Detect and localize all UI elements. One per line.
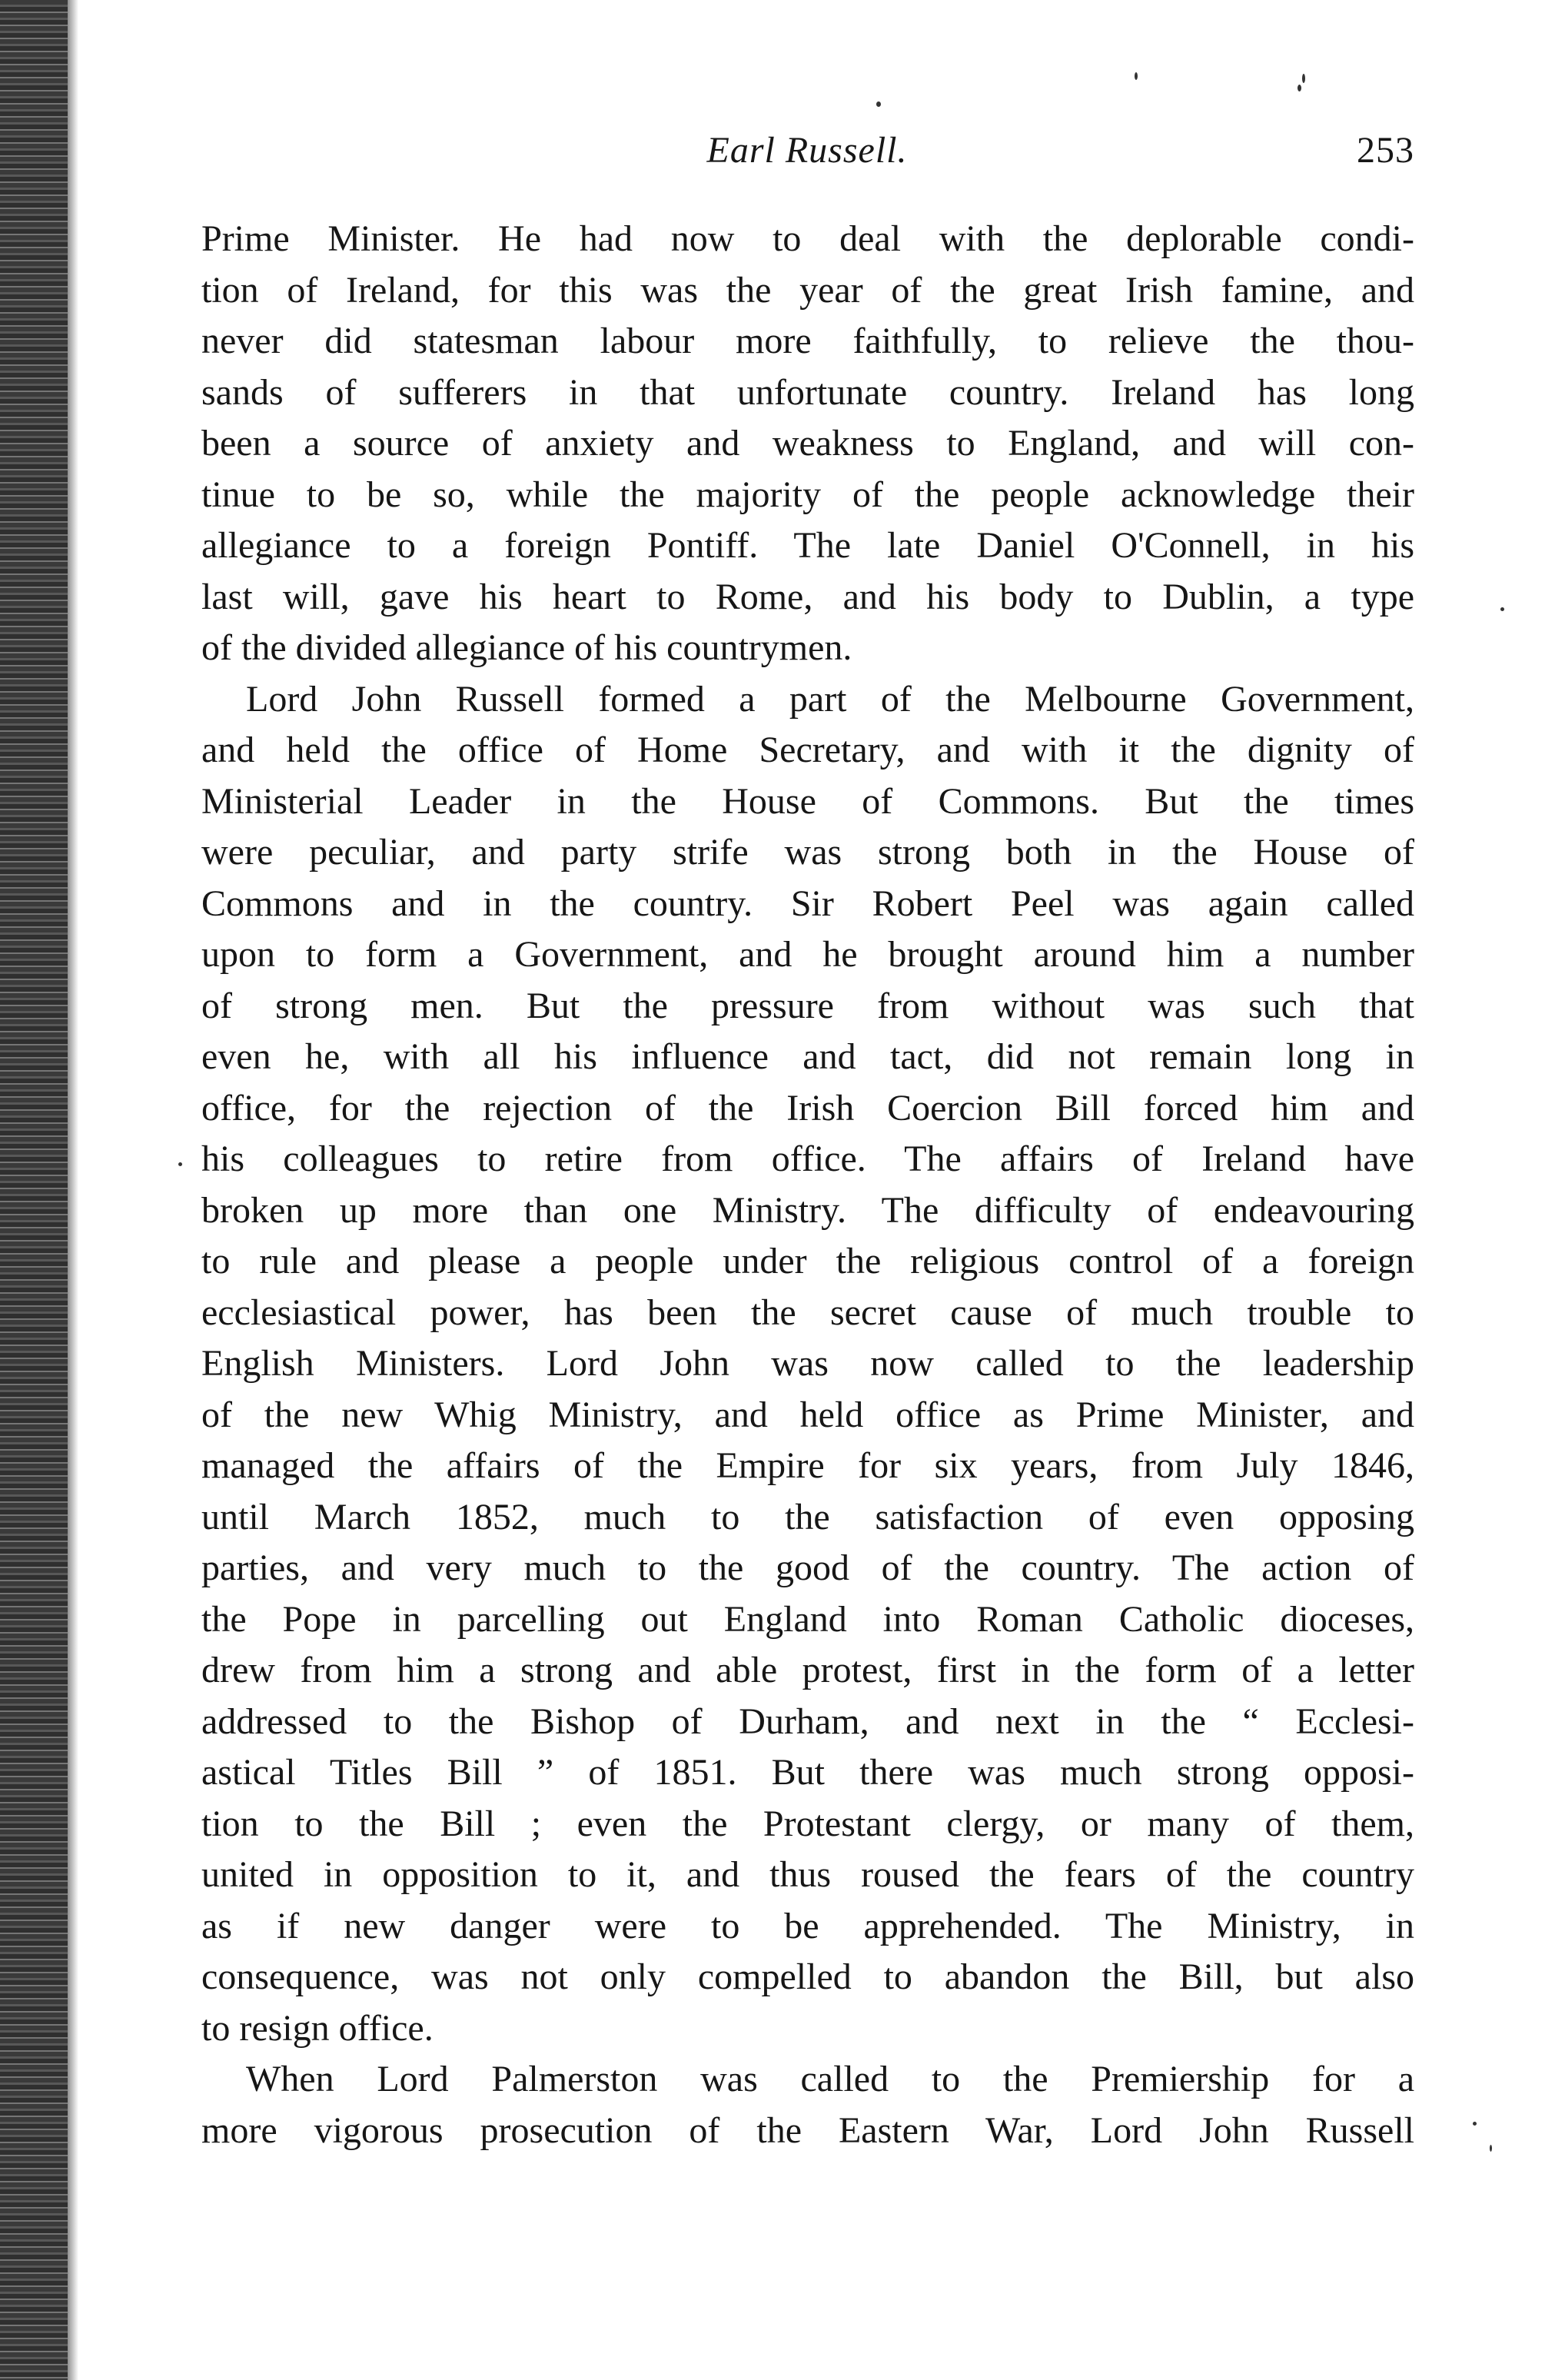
text-line: never did statesman labour more faithfully, to relieve the thou-: [201, 321, 1414, 361]
text-line: been a source of anxiety and weakness to England, and will con-: [201, 423, 1414, 464]
text-line: of the divided allegiance of his countrymen.: [201, 627, 852, 668]
paragraph: [201, 2054, 1414, 2156]
text-line: until March 1852, much to the satisfaction of even opposing: [201, 1496, 1414, 1537]
text-line: parties, and very much to the good of the country. The action of: [201, 1547, 1414, 1588]
text-line: consequence, was not only compelled to abandon the Bill, but also: [201, 1956, 1414, 1997]
text-line: ecclesiastical power, has been the secret cause of much trouble to: [201, 1291, 1414, 1333]
paragraph: [201, 214, 1414, 674]
text-line: Prime Minister. He had now to deal with the deplorable condi-: [201, 218, 1414, 259]
text-line: the Pope in parcelling out England into Roman Catholic dioceses,: [201, 1598, 1414, 1640]
page-number: 253: [1357, 130, 1414, 171]
text-line: When Lord Palmerston was called to the Premiership for a: [246, 2059, 1414, 2099]
text-line: sands of sufferers in that unfortunate country. Ireland has long: [201, 371, 1414, 413]
body-text: [201, 214, 1414, 2156]
text-line: last will, gave his heart to Rome, and his body to Dublin, a type: [201, 576, 1414, 617]
page-header: [200, 129, 1414, 183]
text-line: managed the affairs of the Empire for six years, from July 1846,: [201, 1445, 1414, 1486]
text-line: tinue to be so, while the majority of the people acknowledge their: [201, 474, 1414, 515]
text-line: of the new Whig Ministry, and held office as Prime Minister, and: [201, 1394, 1414, 1435]
running-head: Earl Russell.: [706, 130, 908, 171]
text-line: as if new danger were to be apprehended. The Ministry, in: [201, 1905, 1414, 1946]
paragraph: [201, 674, 1414, 2055]
text-line: his colleagues to retire from office. The affairs of Ireland have: [201, 1138, 1414, 1179]
text-line: even he, with all his influence and tact, did not remain long in: [201, 1036, 1414, 1077]
text-line: Ministerial Leader in the House of Commons. But the times: [201, 780, 1414, 822]
text-line: office, for the rejection of the Irish Coercion Bill forced him and: [201, 1087, 1414, 1129]
text-line: tion to the Bill ; even the Protestant clergy, or many of them,: [201, 1803, 1414, 1844]
text-line: Commons and in the country. Sir Robert Peel was again called: [201, 883, 1414, 924]
text-line: allegiance to a foreign Pontiff. The late Daniel O'Connell, in his: [201, 525, 1414, 566]
text-line: to rule and please a people under the religious control of a foreign: [201, 1241, 1414, 1281]
text-line: English Ministers. Lord John was now called to the leadership: [201, 1343, 1414, 1384]
binding-edge: [0, 0, 68, 2380]
text-line: astical Titles Bill ” of 1851. But there was much strong opposi-: [201, 1752, 1414, 1793]
text-line: tion of Ireland, for this was the year of the great Irish famine, and: [201, 269, 1414, 311]
text-line: and held the office of Home Secretary, and with it the dignity of: [201, 730, 1414, 770]
text-line: drew from him a strong and able protest, first in the form of a letter: [201, 1650, 1414, 1690]
text-line: to resign office.: [201, 2007, 434, 2049]
text-line: addressed to the Bishop of Durham, and next in the “ Ecclesi-: [201, 1700, 1414, 1742]
text-line: were peculiar, and party strife was strong both in the House of: [201, 832, 1414, 873]
text-line: more vigorous prosecution of the Eastern War, Lord John Russell: [201, 2109, 1414, 2151]
text-line: Lord John Russell formed a part of the Melbourne Government,: [246, 678, 1414, 720]
text-line: of strong men. But the pressure from without was such that: [201, 985, 1414, 1026]
text-line: broken up more than one Ministry. The difficulty of endeavouring: [201, 1189, 1414, 1231]
text-line: united in opposition to it, and thus roused the fears of the country: [201, 1854, 1414, 1895]
text-line: upon to form a Government, and he brought around him a number: [201, 934, 1414, 975]
